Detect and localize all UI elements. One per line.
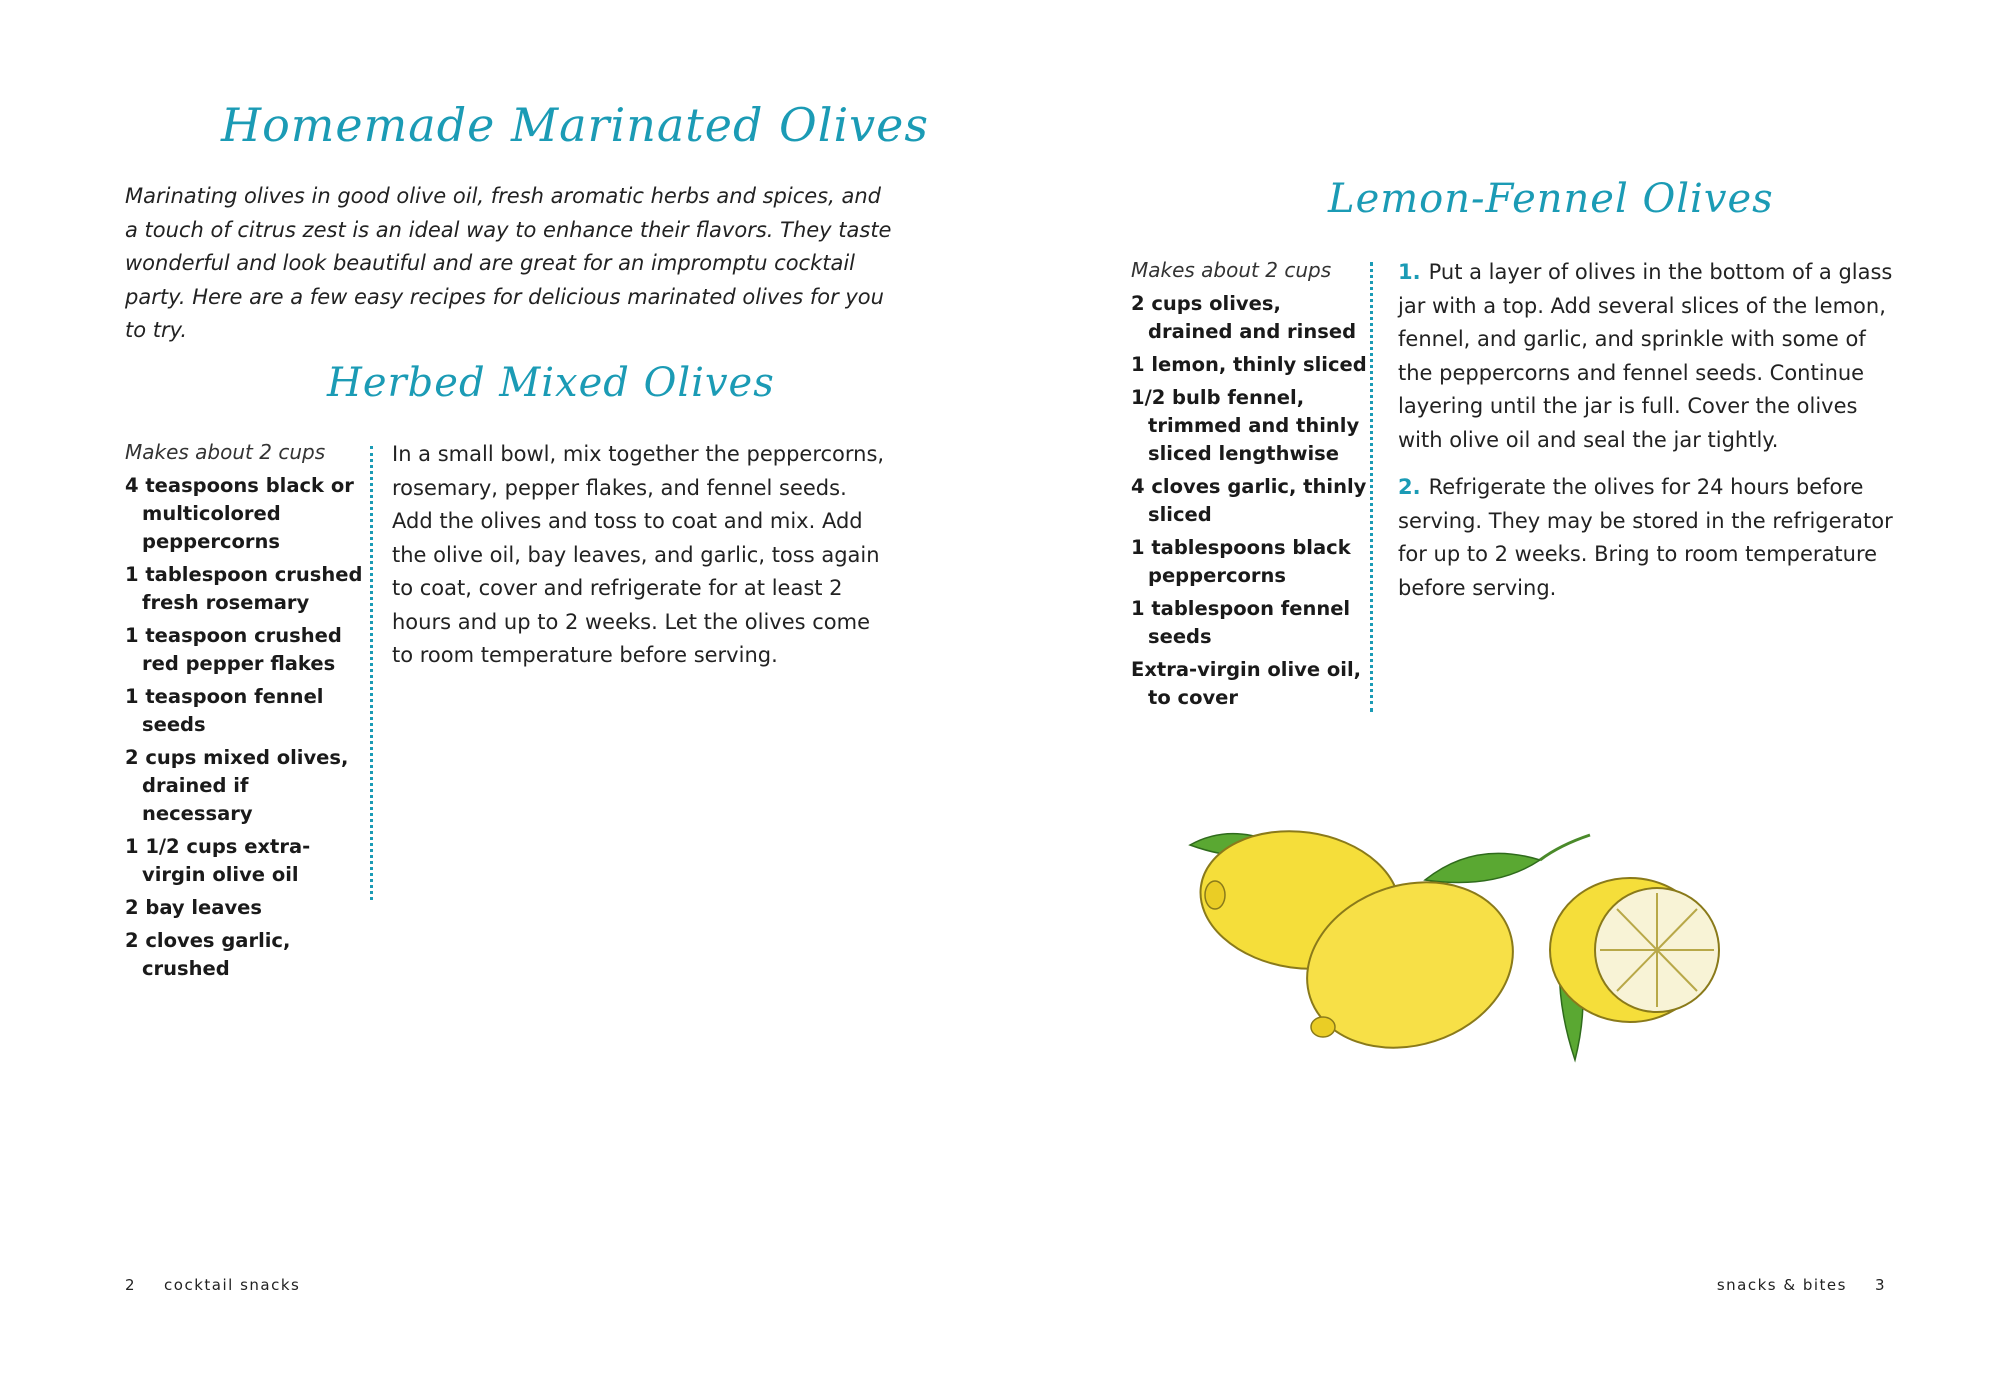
ingredient-item: Extra-virgin olive oil, to cover xyxy=(1131,658,1362,709)
lemon-tip-shape xyxy=(1205,881,1225,909)
method-step-1 xyxy=(1398,256,1903,457)
section-name: cocktail snacks xyxy=(164,1276,301,1294)
ingredient-item: 1 tablespoons black peppercorns xyxy=(1131,536,1351,587)
page-title: Homemade Marinated Olives xyxy=(221,98,929,152)
ingredient-item: 1 lemon, thinly sliced xyxy=(1131,353,1367,376)
ingredient-item: 1 tablespoon crushed fresh rosemary xyxy=(125,563,363,614)
ingredient-item: 2 cups mixed olives, drained if necessary xyxy=(125,746,349,825)
leaf-shape xyxy=(1425,853,1540,882)
ingredient-item: 1 tablespoon fennel seeds xyxy=(1131,597,1351,648)
ingredient-item: 1 teaspoon crushed red pepper flakes xyxy=(125,624,342,675)
ingredients-column-herbed xyxy=(125,438,365,988)
step-number: 1. xyxy=(1398,260,1421,284)
lemons-illustration xyxy=(1175,805,1875,1105)
right-page xyxy=(1000,0,2000,1400)
step-text: Put a layer of olives in the bottom of a glass jar with a top. Add several slices of the lemon, fennel, and garlic, and sprinkle with some of the peppercorns and fennel seeds. Continue layering until the jar is full. Cover the olives with olive oil and seal the jar tightly. xyxy=(1398,260,1893,452)
ingredient-list xyxy=(125,472,365,983)
ingredient-item: 1 1/2 cups extra-virgin olive oil xyxy=(125,835,311,886)
ingredient-item: 4 teaspoons black or multicolored peppercorns xyxy=(125,474,354,553)
ingredient-item: 2 cups olives, drained and rinsed xyxy=(1131,292,1357,343)
ingredient-list xyxy=(1131,290,1371,712)
dotted-divider xyxy=(370,446,373,900)
ingredient-item: 2 bay leaves xyxy=(125,896,262,919)
method-step-2 xyxy=(1398,471,1903,605)
recipe-title-lemon-fennel: Lemon-Fennel Olives xyxy=(1328,176,1774,222)
method-paragraph: In a small bowl, mix together the peppercorns, rosemary, pepper flakes, and fennel seeds. Add the olives and toss to coat and mix. Add the olive oil, bay leaves, and garlic, toss again to coat, cover and refrigerate for at least 2 hours and up to 2 weeks. Let the olives come to room temperature before serving. xyxy=(392,442,885,667)
ingredient-item: 2 cloves garlic, crushed xyxy=(125,929,291,980)
page-footer-right xyxy=(1717,1276,1886,1294)
ingredient-item: 1/2 bulb fennel, trimmed and thinly sliced lengthwise xyxy=(1131,386,1360,465)
page-number: 3 xyxy=(1874,1276,1886,1294)
dotted-divider xyxy=(1370,262,1373,712)
page-footer-left xyxy=(125,1276,300,1294)
ingredient-item: 4 cloves garlic, thinly sliced xyxy=(1131,475,1367,526)
intro-paragraph: Marinating olives in good olive oil, fresh aromatic herbs and spices, and a touch of citrus zest is an ideal way to enhance their flavors. They taste wonderful and look beautiful and are great for an impromptu cocktail party. Here are a few easy recipes for delicious marinated olives for you to try. xyxy=(125,184,892,342)
stem-shape xyxy=(1540,835,1590,860)
lemon-tip-shape xyxy=(1311,1017,1335,1037)
recipe-title-herbed: Herbed Mixed Olives xyxy=(327,360,775,406)
ingredient-item: 1 teaspoon fennel seeds xyxy=(125,685,324,736)
recipe-yield: Makes about 2 cups xyxy=(1131,258,1332,282)
step-text: Refrigerate the olives for 24 hours before serving. They may be stored in the refrigerator for up to 2 weeks. Bring to room temperature before serving. xyxy=(1398,475,1893,600)
section-name: snacks & bites xyxy=(1716,1276,1847,1294)
page-number: 2 xyxy=(125,1276,137,1294)
lemon-segments-shape xyxy=(1600,893,1714,1007)
recipe-yield: Makes about 2 cups xyxy=(125,440,326,464)
step-number: 2. xyxy=(1398,475,1421,499)
ingredients-column-lemon-fennel xyxy=(1131,256,1371,717)
